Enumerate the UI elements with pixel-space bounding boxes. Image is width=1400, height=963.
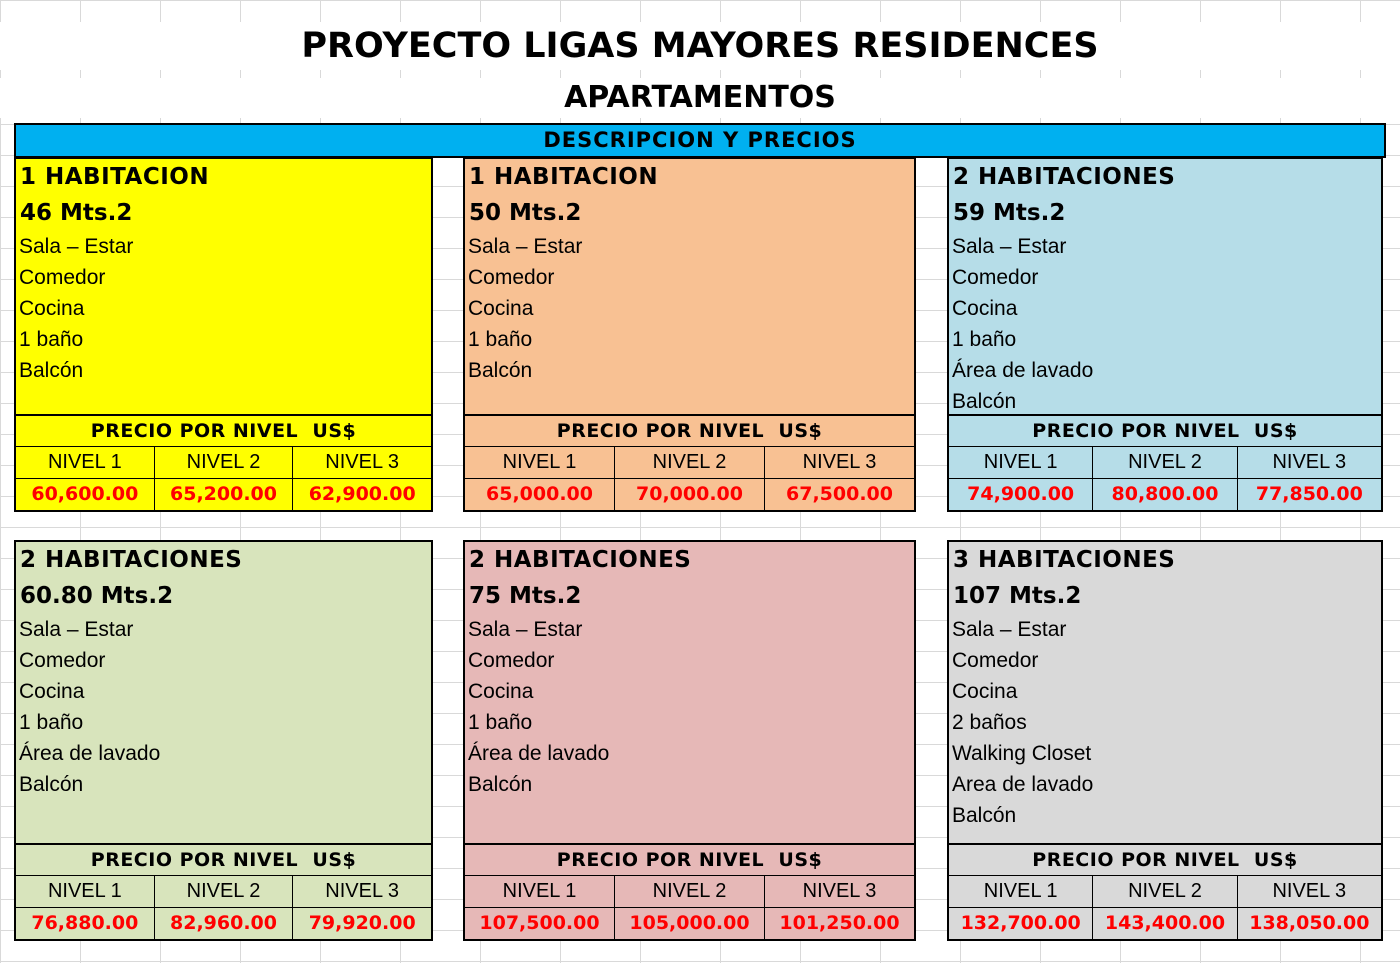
apartment-card [463, 157, 916, 512]
area-label: 46 Mts.2 [20, 200, 133, 226]
price-value: 138,050.00 [1237, 908, 1381, 939]
price-header: PRECIO POR NIVEL US$ [949, 845, 1381, 876]
feature-item: 1 baño [468, 328, 533, 351]
area-label: 60.80 Mts.2 [20, 583, 174, 609]
level-label: NIVEL 3 [764, 876, 914, 907]
feature-item: 1 baño [19, 328, 84, 351]
feature-item: Área de lavado [468, 742, 610, 765]
price-value: 79,920.00 [292, 908, 431, 939]
price-table [465, 843, 914, 939]
apartment-card [947, 540, 1383, 941]
price-header: PRECIO POR NIVEL US$ [465, 416, 914, 447]
price-header: PRECIO POR NIVEL US$ [465, 845, 914, 876]
area-label: 75 Mts.2 [469, 583, 582, 609]
feature-item: Sala – Estar [19, 235, 134, 258]
price-value: 60,600.00 [31, 483, 139, 505]
feature-item: Balcón [952, 804, 1017, 827]
apartment-card [14, 540, 433, 941]
price-row [949, 479, 1381, 510]
feature-item: Walking Closet [952, 742, 1092, 765]
price-value: 77,850.00 [1237, 479, 1381, 510]
feature-item: Área de lavado [952, 359, 1094, 382]
level-label: NIVEL 3 [1237, 876, 1381, 907]
level-row [465, 447, 914, 479]
price-row [465, 908, 914, 939]
apartment-description [465, 542, 914, 800]
level-label: NIVEL 1 [502, 451, 577, 473]
price-value: 132,700.00 [960, 912, 1081, 934]
apartment-description [949, 542, 1381, 831]
page-subtitle: APARTAMENTOS [0, 78, 1400, 118]
feature-item: Sala – Estar [468, 235, 583, 258]
price-value: 74,900.00 [967, 483, 1075, 505]
section-header: DESCRIPCION Y PRECIOS [14, 123, 1386, 158]
feature-item: 1 baño [468, 711, 533, 734]
price-value: 65,000.00 [486, 483, 593, 505]
feature-item: Área de lavado [19, 742, 161, 765]
feature-item: 2 baños [952, 711, 1027, 734]
feature-item: Balcón [468, 773, 533, 796]
bedrooms-label: 2 HABITACIONES [953, 164, 1176, 190]
feature-item: Sala – Estar [952, 235, 1067, 258]
feature-item: Cocina [952, 297, 1018, 320]
level-row [16, 447, 431, 479]
price-value: 143,400.00 [1092, 908, 1236, 939]
bedrooms-label: 3 HABITACIONES [953, 547, 1176, 573]
price-header: PRECIO POR NIVEL US$ [949, 416, 1381, 447]
price-row [949, 908, 1381, 939]
level-label: NIVEL 1 [983, 451, 1058, 473]
price-value: 76,880.00 [31, 912, 139, 934]
level-label: NIVEL 1 [47, 451, 122, 473]
price-value: 62,900.00 [292, 479, 431, 510]
feature-item: Cocina [19, 297, 85, 320]
area-label: 59 Mts.2 [953, 200, 1066, 226]
feature-item: Comedor [468, 266, 555, 289]
apartment-description [465, 159, 914, 386]
price-table [465, 414, 914, 510]
bedrooms-label: 2 HABITACIONES [20, 547, 243, 573]
bedrooms-label: 2 HABITACIONES [469, 547, 692, 573]
feature-item: Comedor [19, 649, 106, 672]
feature-item: Balcón [468, 359, 533, 382]
feature-item: Cocina [952, 680, 1018, 703]
feature-item: Balcón [952, 390, 1017, 413]
feature-item: Comedor [468, 649, 555, 672]
level-row [465, 876, 914, 908]
level-label: NIVEL 2 [1092, 876, 1236, 907]
price-value: 65,200.00 [154, 479, 293, 510]
feature-item: Cocina [468, 680, 534, 703]
feature-item: 1 baño [952, 328, 1017, 351]
feature-item: Comedor [952, 266, 1039, 289]
area-label: 50 Mts.2 [469, 200, 582, 226]
price-table [949, 843, 1381, 939]
price-table [16, 414, 431, 510]
feature-item: Area de lavado [952, 773, 1094, 796]
price-header: PRECIO POR NIVEL US$ [16, 416, 431, 447]
apartment-card [947, 157, 1383, 512]
feature-item: Balcón [19, 773, 84, 796]
level-row [949, 876, 1381, 908]
apartment-description [949, 159, 1381, 417]
apartment-description [16, 159, 431, 386]
feature-item: 1 baño [19, 711, 84, 734]
level-label: NIVEL 3 [1237, 447, 1381, 478]
apartment-description [16, 542, 431, 800]
area-label: 107 Mts.2 [953, 583, 1082, 609]
apartment-card [463, 540, 916, 941]
price-row [16, 908, 431, 939]
price-value: 70,000.00 [614, 479, 764, 510]
price-header: PRECIO POR NIVEL US$ [16, 845, 431, 876]
price-value: 67,500.00 [764, 479, 914, 510]
price-row [465, 479, 914, 510]
feature-item: Cocina [19, 680, 85, 703]
price-value: 107,500.00 [479, 912, 600, 934]
level-label: NIVEL 3 [292, 447, 431, 478]
level-row [16, 876, 431, 908]
feature-item: Sala – Estar [952, 618, 1067, 641]
level-label: NIVEL 1 [47, 880, 122, 902]
price-value: 105,000.00 [614, 908, 764, 939]
page-title: PROYECTO LIGAS MAYORES RESIDENCES [0, 22, 1400, 70]
level-row [949, 447, 1381, 479]
price-table [16, 843, 431, 939]
level-label: NIVEL 2 [1092, 447, 1236, 478]
feature-item: Sala – Estar [19, 618, 134, 641]
level-label: NIVEL 1 [502, 880, 577, 902]
level-label: NIVEL 1 [983, 880, 1058, 902]
price-value: 82,960.00 [154, 908, 293, 939]
bedrooms-label: 1 HABITACION [20, 164, 210, 190]
price-value: 80,800.00 [1092, 479, 1236, 510]
level-label: NIVEL 3 [292, 876, 431, 907]
feature-item: Sala – Estar [468, 618, 583, 641]
price-table [949, 414, 1381, 510]
feature-item: Cocina [468, 297, 534, 320]
level-label: NIVEL 2 [154, 447, 293, 478]
bedrooms-label: 1 HABITACION [469, 164, 659, 190]
feature-item: Comedor [19, 266, 106, 289]
level-label: NIVEL 3 [764, 447, 914, 478]
price-row [16, 479, 431, 510]
feature-item: Balcón [19, 359, 84, 382]
level-label: NIVEL 2 [614, 447, 764, 478]
price-value: 101,250.00 [764, 908, 914, 939]
feature-item: Comedor [952, 649, 1039, 672]
apartment-card [14, 157, 433, 512]
level-label: NIVEL 2 [614, 876, 764, 907]
level-label: NIVEL 2 [154, 876, 293, 907]
